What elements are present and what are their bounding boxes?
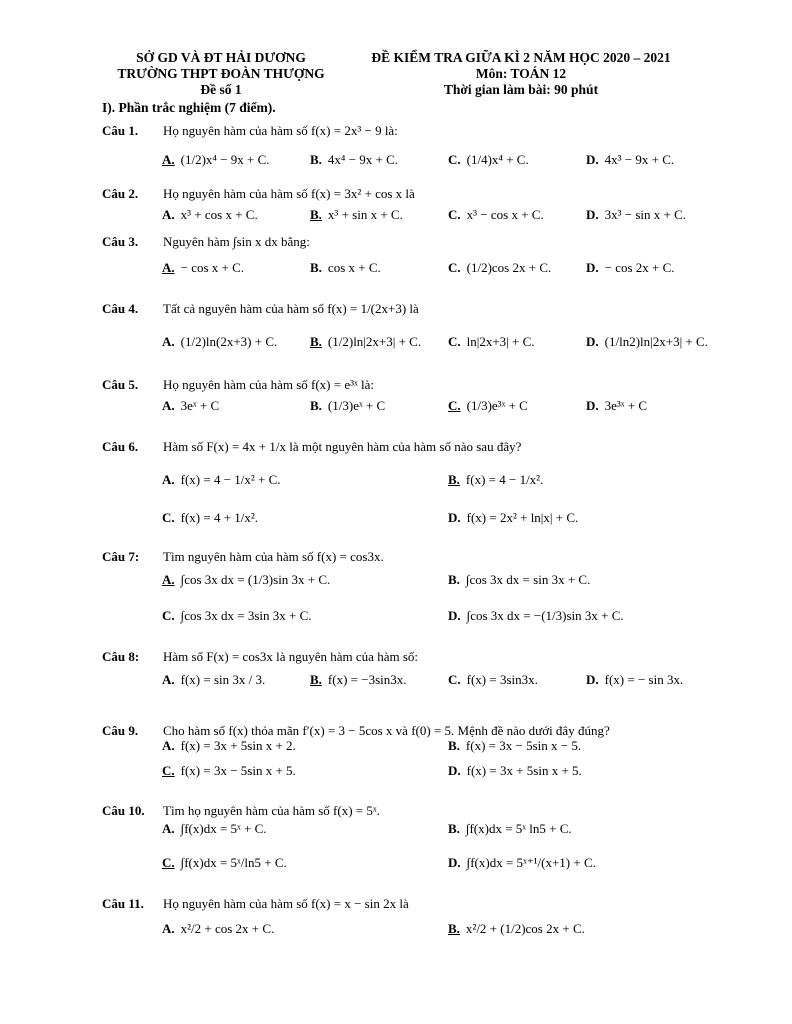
department-name: SỞ GD VÀ ĐT HẢI DƯƠNG — [136, 50, 306, 65]
question-1 — [102, 122, 722, 140]
answer-letter: D. — [586, 207, 599, 222]
answer-letter: A. — [162, 472, 175, 487]
answer-letter: A. — [162, 334, 175, 349]
answer-text: − cos x + C. — [180, 260, 245, 275]
answer-option-c[interactable] — [162, 605, 312, 627]
question-label: Câu 11. — [102, 896, 144, 911]
header-right — [346, 50, 696, 98]
answer-option-b[interactable] — [310, 257, 381, 279]
answer-option-a[interactable] — [162, 331, 277, 353]
answer-letter: A. — [162, 921, 175, 936]
answer-letter: B. — [448, 921, 460, 936]
answer-option-b[interactable] — [448, 569, 590, 591]
answer-letter: A. — [162, 672, 175, 687]
answer-text: ∫cos 3x dx = −(1/3)sin 3x + C. — [466, 608, 624, 623]
answer-option-d[interactable] — [586, 395, 647, 417]
answer-text: (1/4)x⁴ + C. — [466, 152, 529, 167]
answer-text: f(x) = − sin 3x. — [604, 672, 684, 687]
answer-letter: A. — [162, 572, 175, 587]
question-label: Câu 9. — [102, 723, 139, 738]
answer-letter: A. — [162, 821, 175, 836]
answer-letter: D. — [586, 260, 599, 275]
answer-option-a[interactable] — [162, 204, 258, 226]
answer-text: 4x⁴ − 9x + C. — [327, 152, 399, 167]
answer-option-c[interactable] — [162, 507, 258, 529]
answer-text: (1/2)ln|2x+3| + C. — [327, 334, 422, 349]
answer-letter: C. — [162, 763, 175, 778]
section-title: I). Phần trắc nghiệm (7 điểm). — [102, 100, 276, 115]
question-label: Câu 6. — [102, 439, 139, 454]
question-label: Câu 10. — [102, 803, 145, 818]
answer-text: f(x) = 3x + 5sin x + 5. — [466, 763, 582, 778]
answer-option-d[interactable] — [586, 669, 683, 691]
answer-letter: C. — [162, 608, 175, 623]
exam-title: ĐỀ KIỂM TRA GIỮA KÌ 2 NĂM HỌC 2020 – 2021 — [371, 50, 671, 65]
answer-option-b[interactable] — [310, 669, 407, 691]
answer-option-a[interactable] — [162, 257, 244, 279]
question-6 — [102, 438, 722, 456]
answer-letter: C. — [448, 260, 461, 275]
answer-letter: A. — [162, 207, 175, 222]
answer-letter: D. — [586, 334, 599, 349]
answer-text: f(x) = 3sin3x. — [466, 672, 538, 687]
header-left — [96, 50, 346, 98]
answer-letter: A. — [162, 152, 175, 167]
answer-letter: B. — [310, 672, 322, 687]
answer-text: f(x) = sin 3x / 3. — [180, 672, 266, 687]
question-label: Câu 3. — [102, 234, 139, 249]
question-text: Hàm số F(x) = 4x + 1/x là một nguyên hàm của hàm số nào sau đây? — [163, 439, 522, 454]
question-5 — [102, 376, 722, 394]
answer-option-d[interactable] — [448, 605, 624, 627]
answer-option-d[interactable] — [448, 760, 582, 782]
answer-letter: C. — [162, 855, 175, 870]
answer-letter: C. — [162, 510, 175, 525]
answer-option-d[interactable] — [586, 257, 675, 279]
answer-option-d[interactable] — [448, 852, 596, 874]
answer-option-b[interactable] — [310, 331, 421, 353]
answer-text: (1/3)eˣ + C — [327, 398, 386, 413]
answer-option-a[interactable] — [162, 735, 296, 757]
question-text: Họ nguyên hàm của hàm số f(x) = 2x³ − 9 là: — [163, 123, 398, 138]
answer-option-c[interactable] — [162, 852, 287, 874]
question-text: Tìm nguyên hàm của hàm số f(x) = cos3x. — [163, 549, 384, 564]
answer-text: (1/3)e³ˣ + C — [466, 398, 528, 413]
answer-text: ∫cos 3x dx = 3sin 3x + C. — [180, 608, 312, 623]
answer-text: ∫f(x)dx = 5ˣ + C. — [180, 821, 267, 836]
answer-text: f(x) = 2x² + ln|x| + C. — [466, 510, 579, 525]
answer-text: (1/2)ln(2x+3) + C. — [180, 334, 278, 349]
question-11 — [102, 895, 722, 913]
question-text: Họ nguyên hàm của hàm số f(x) = e³ˣ là: — [163, 377, 375, 392]
answer-letter: D. — [586, 672, 599, 687]
answer-letter: C. — [448, 207, 461, 222]
answer-text: x³ + cos x + C. — [180, 207, 258, 222]
answer-text: f(x) = 4 + 1/x². — [180, 510, 259, 525]
answer-letter: B. — [448, 738, 460, 753]
answer-letter: D. — [448, 510, 461, 525]
question-text: Nguyên hàm ∫sin x dx bằng: — [163, 234, 310, 249]
time-limit: Thời gian làm bài: 90 phút — [443, 82, 599, 97]
answer-letter: D. — [586, 152, 599, 167]
question-text: Hàm số F(x) = cos3x là nguyên hàm của hàm số: — [163, 649, 419, 664]
answer-option-b[interactable] — [448, 818, 572, 840]
answer-letter: B. — [448, 821, 460, 836]
question-label: Câu 1. — [102, 123, 139, 138]
question-3 — [102, 233, 722, 251]
answer-text: cos x + C. — [327, 260, 381, 275]
answer-text: f(x) = 3x + 5sin x + 2. — [180, 738, 296, 753]
answer-option-d[interactable] — [586, 204, 686, 226]
question-text: Tất cả nguyên hàm của hàm số f(x) = 1/(2x+3) là — [163, 301, 419, 316]
answer-option-a[interactable] — [162, 669, 265, 691]
answer-letter: A. — [162, 398, 175, 413]
subject: Môn: TOÁN 12 — [475, 66, 567, 81]
answer-option-d[interactable] — [448, 507, 578, 529]
question-label: Câu 4. — [102, 301, 139, 316]
answer-letter: D. — [448, 855, 461, 870]
answer-option-c[interactable] — [448, 395, 528, 417]
question-4 — [102, 300, 722, 318]
answer-option-a[interactable] — [162, 395, 219, 417]
question-8 — [102, 648, 722, 666]
answer-text: f(x) = 3x − 5sin x + 5. — [180, 763, 296, 778]
answer-letter: D. — [448, 608, 461, 623]
answer-text: (1/ln2)ln|2x+3| + C. — [604, 334, 708, 349]
answer-text: x²/2 + (1/2)cos 2x + C. — [465, 921, 585, 936]
question-2 — [102, 185, 722, 203]
answer-letter: C. — [448, 672, 461, 687]
answer-text: f(x) = 4 − 1/x². — [465, 472, 544, 487]
answer-text: ∫cos 3x dx = (1/3)sin 3x + C. — [180, 572, 331, 587]
answer-option-a[interactable] — [162, 149, 270, 171]
answer-option-c[interactable] — [448, 257, 551, 279]
answer-option-c[interactable] — [448, 669, 538, 691]
answer-text: f(x) = 3x − 5sin x − 5. — [465, 738, 582, 753]
answer-text: ∫f(x)dx = 5ˣ/ln5 + C. — [180, 855, 287, 870]
answer-option-d[interactable] — [586, 331, 708, 353]
answer-text: f(x) = 4 − 1/x² + C. — [180, 472, 281, 487]
answer-letter: B. — [310, 260, 322, 275]
school-name: TRƯỜNG THPT ĐOÀN THƯỢNG — [117, 66, 325, 81]
answer-option-a[interactable] — [162, 469, 281, 491]
answer-text: 3e³ˣ + C — [604, 398, 648, 413]
answer-text: f(x) = −3sin3x. — [327, 672, 407, 687]
answer-letter: D. — [586, 398, 599, 413]
answer-letter: B. — [310, 398, 322, 413]
question-label: Câu 5. — [102, 377, 139, 392]
answer-text: x³ − cos x + C. — [466, 207, 544, 222]
answer-letter: D. — [448, 763, 461, 778]
question-text: Tìm họ nguyên hàm của hàm số f(x) = 5ˣ. — [163, 803, 380, 818]
answer-text: (1/2)x⁴ − 9x + C. — [180, 152, 270, 167]
answer-letter: C. — [448, 152, 461, 167]
answer-text: ∫f(x)dx = 5ˣ⁺¹/(x+1) + C. — [466, 855, 596, 870]
answer-letter: B. — [448, 572, 460, 587]
answer-option-b[interactable] — [310, 395, 385, 417]
answer-text: 3x³ − sin x + C. — [604, 207, 687, 222]
answer-option-b[interactable] — [448, 918, 585, 940]
answer-option-b[interactable] — [310, 204, 403, 226]
answer-letter: C. — [448, 334, 461, 349]
answer-option-c[interactable] — [162, 760, 296, 782]
answer-text: ∫cos 3x dx = sin 3x + C. — [465, 572, 591, 587]
question-text: Họ nguyên hàm của hàm số f(x) = 3x² + cos x là — [163, 186, 415, 201]
question-label: Câu 7: — [102, 549, 140, 564]
answer-option-c[interactable] — [448, 331, 535, 353]
answer-text: ∫f(x)dx = 5ˣ ln5 + C. — [465, 821, 572, 836]
answer-letter: B. — [310, 207, 322, 222]
answer-letter: C. — [448, 398, 461, 413]
answer-letter: A. — [162, 738, 175, 753]
answer-letter: A. — [162, 260, 175, 275]
answer-option-a[interactable] — [162, 569, 330, 591]
question-text: Họ nguyên hàm của hàm số f(x) = x − sin 2x là — [163, 896, 409, 911]
answer-text: (1/2)cos 2x + C. — [466, 260, 552, 275]
answer-text: ln|2x+3| + C. — [466, 334, 535, 349]
answer-option-a[interactable] — [162, 818, 267, 840]
answer-letter: B. — [310, 152, 322, 167]
answer-text: − cos 2x + C. — [604, 260, 675, 275]
answer-option-d[interactable] — [586, 149, 674, 171]
answer-option-a[interactable] — [162, 918, 274, 940]
answer-letter: B. — [310, 334, 322, 349]
answer-option-c[interactable] — [448, 204, 544, 226]
answer-text: 4x³ − 9x + C. — [604, 152, 675, 167]
answer-text: x²/2 + cos 2x + C. — [180, 921, 275, 936]
answer-text: x³ + sin x + C. — [327, 207, 403, 222]
question-label: Câu 8: — [102, 649, 140, 664]
question-text: Cho hàm số f(x) thỏa mãn f′(x) = 3 − 5cos x và f(0) = 5. Mệnh đề nào dưới đây đúng? — [163, 723, 610, 738]
answer-option-b[interactable] — [310, 149, 398, 171]
question-7 — [102, 548, 722, 566]
answer-option-b[interactable] — [448, 735, 581, 757]
exam-code: Đề số 1 — [200, 82, 242, 97]
question-label: Câu 2. — [102, 186, 139, 201]
answer-option-c[interactable] — [448, 149, 529, 171]
answer-option-b[interactable] — [448, 469, 543, 491]
answer-text: 3eˣ + C — [180, 398, 220, 413]
answer-letter: B. — [448, 472, 460, 487]
